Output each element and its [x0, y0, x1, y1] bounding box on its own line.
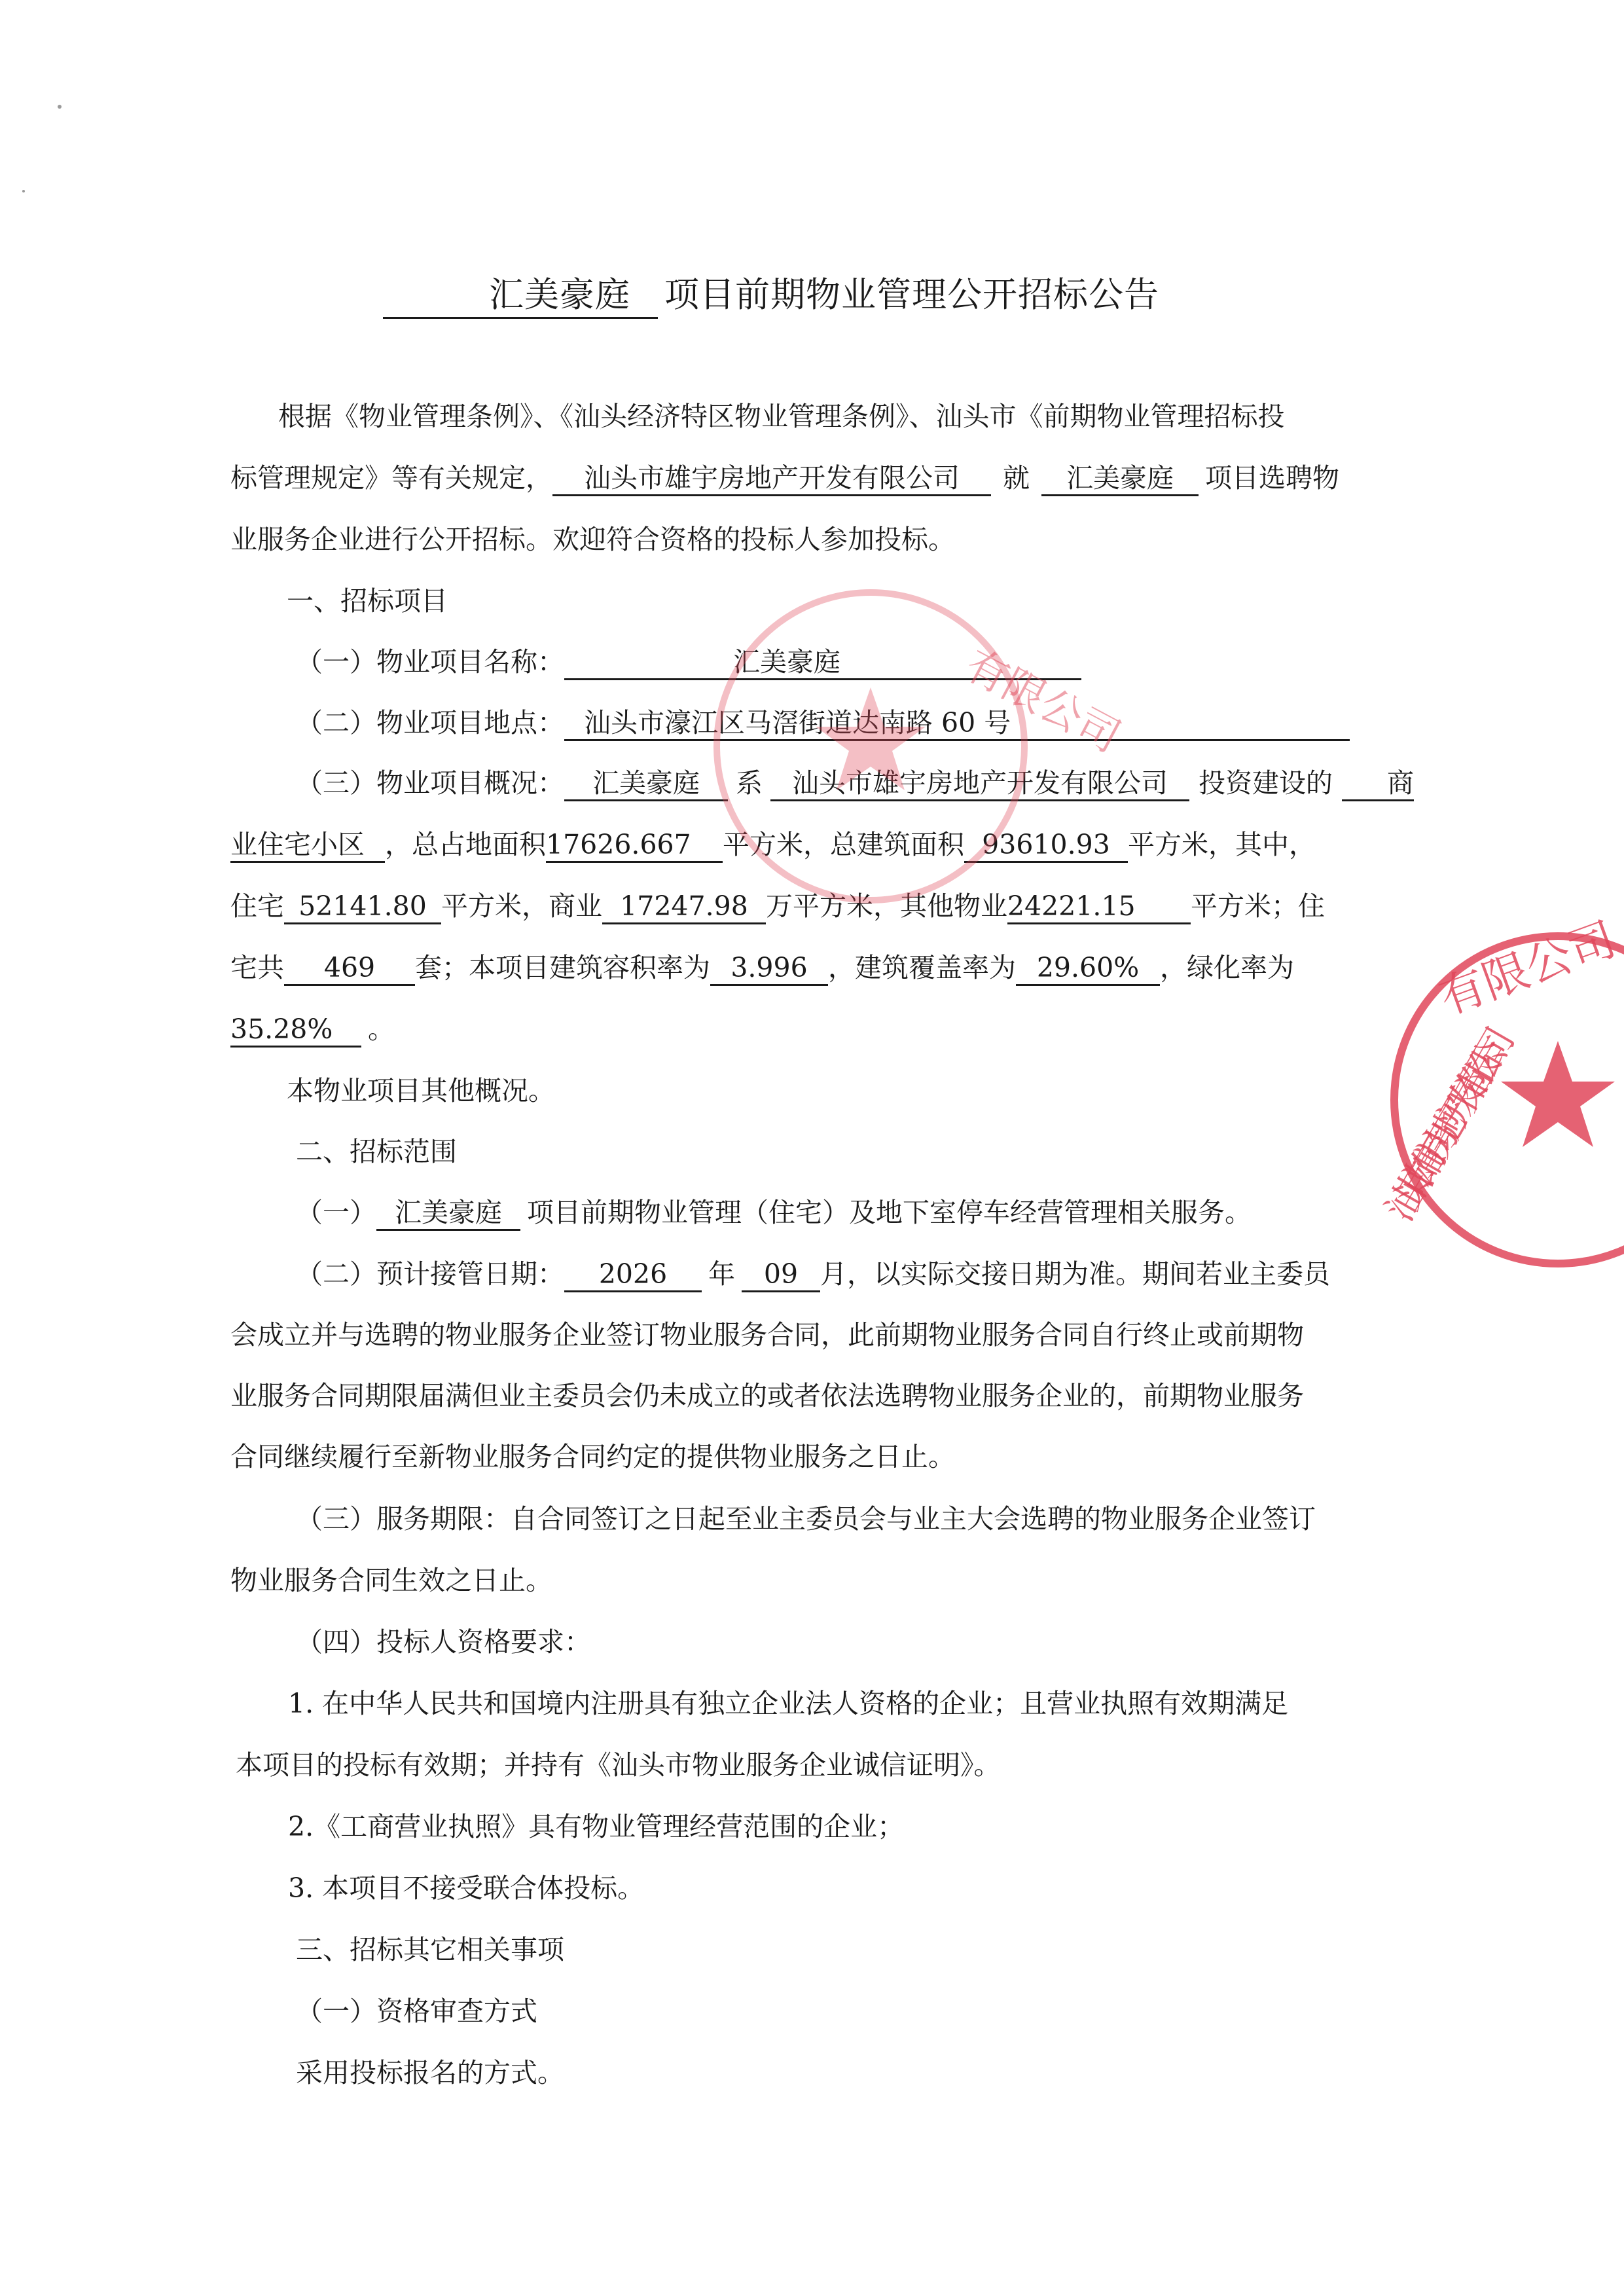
s1-other-area: 24221.15 — [1007, 890, 1191, 924]
intro-project: 汇美豪庭 — [1041, 462, 1199, 496]
s2-item-1 — [296, 1197, 1252, 1231]
s1-ov-company: 汕头市雄宇房地产开发有限公司 — [770, 767, 1189, 801]
s1-other: 本物业项目其他概况。 — [287, 1075, 555, 1106]
intro-line-3: 业服务企业进行公开招标。欢迎符合资格的投标人参加投标。 — [230, 524, 955, 555]
s1-ov-type-a: 商 — [1342, 767, 1414, 801]
s3-heading: 三、招标其它相关事项 — [296, 1934, 564, 1965]
s2-req-1-line-2: 本项目的投标有效期；并持有《汕头市物业服务企业诚信证明》。 — [236, 1749, 1001, 1781]
s1-sqm2: 平方米，其中， — [1128, 829, 1316, 860]
s1-heading: 一、招标项目 — [287, 585, 448, 617]
s1-units-label: 宅共 — [230, 952, 284, 983]
s1-land-label: ，总占地面积 — [385, 829, 546, 860]
s1-ov-type-b: 业住宅小区 — [230, 829, 385, 863]
s2-item-3-line-2: 物业服务合同生效之日止。 — [230, 1565, 552, 1596]
s1-green: 35.28% — [230, 1013, 361, 1048]
seal-top-text-faded: 有限公司 — [957, 640, 1128, 763]
intro-text-b: 就 — [1003, 462, 1030, 494]
s3-item-1: （一）资格审查方式 — [296, 1995, 537, 2027]
s1-sqm5: 平方米；住 — [1191, 890, 1325, 922]
seal-star-icon — [1501, 1041, 1615, 1147]
s1-com-area: 17247.98 — [602, 890, 766, 924]
scan-speck — [58, 105, 62, 109]
s1-sqm1: 平方米，总建筑面积 — [723, 829, 964, 860]
intro-line-2 — [230, 462, 1339, 496]
s1-sqm4: 万平方米，其他物业 — [766, 890, 1007, 922]
seal-side-text: 汕头市雄宇房地产开发有限公司 — [1377, 1019, 1524, 1229]
s1-loc-label: （二）物业项目地点： — [296, 707, 564, 738]
s1-name-label: （一）物业项目名称： — [296, 646, 564, 678]
s1-ov-invest: 投资建设的 — [1199, 767, 1333, 799]
s1-far: 3.996 — [710, 952, 828, 986]
s2-i1-project: 汇美豪庭 — [376, 1197, 520, 1231]
company-seal-edge — [1368, 912, 1624, 1283]
s2-item-2-line-2: 会成立并与选聘的物业服务企业签订物业服务合同，此前期物业服务合同自行终止或前期物 — [230, 1319, 1304, 1351]
s1-sqm3: 平方米，商业 — [441, 890, 602, 922]
s1-land-area: 17626.667 — [546, 829, 723, 863]
s2-i1-label: （一） — [296, 1197, 376, 1228]
s2-i2-label: （二）预计接管日期： — [296, 1258, 564, 1290]
s2-item-2-line-3: 业服务合同期限届满但业主委员会仍未成立的或者依法选聘物业服务企业的，前期物业服务 — [230, 1380, 1304, 1412]
s1-res-label: 住宅 — [230, 890, 284, 922]
page-title — [383, 267, 1159, 319]
s2-item-4: （四）投标人资格要求： — [296, 1626, 591, 1658]
s2-item-3-line-1: （三）服务期限：自合同签订之日起至业主委员会与业主大会选聘的物业服务企业签订 — [296, 1503, 1316, 1535]
title-project-underline — [383, 267, 658, 319]
s2-req-1-line-1: 1. 在中华人民共和国境内注册具有独立企业法人资格的企业；且营业执照有效期满足 — [288, 1688, 1289, 1719]
intro-line-1: 根据《物业管理条例》、《汕头经济特区物业管理条例》、汕头市《前期物业管理招标投 — [278, 401, 1285, 432]
intro-text-a: 标管理规定》等有关规定， — [230, 462, 552, 494]
title-suffix: 项目前期物业管理公开招标公告 — [664, 275, 1159, 315]
seal-star-icon-faded — [816, 687, 926, 790]
s2-req-2: 2.《工商营业执照》具有物业管理经营范围的企业； — [288, 1811, 905, 1842]
s2-i2-text: 月，以实际交接日期为准。期间若业主委员 — [820, 1258, 1330, 1290]
s2-i1-text: 项目前期物业管理（住宅）及地下室停车经营管理相关服务。 — [527, 1197, 1252, 1228]
s1-build-area: 93610.93 — [964, 829, 1128, 863]
title-project: 汇美豪庭 — [489, 275, 630, 315]
s1-cover-label: ，建筑覆盖率为 — [828, 952, 1016, 983]
s2-year: 2026 — [564, 1258, 702, 1292]
s1-cover: 29.60% — [1016, 952, 1160, 986]
s2-req-3: 3. 本项目不接受联合体投标。 — [288, 1872, 645, 1904]
scan-speck — [22, 190, 25, 192]
s1-ov-row-4 — [230, 952, 1294, 986]
s2-item-2-line-1 — [296, 1258, 1330, 1292]
s1-name-text: 汇美豪庭 — [733, 646, 840, 678]
s3-item-1-text: 采用投标报名的方式。 — [296, 2057, 564, 2088]
s1-green-label: ，绿化率为 — [1160, 952, 1294, 983]
s1-ov-project: 汇美豪庭 — [564, 767, 728, 801]
s1-ov-label: （三）物业项目概况： — [296, 767, 564, 799]
s2-heading: 二、招标范围 — [296, 1136, 457, 1167]
s1-ov-row-5 — [230, 1013, 395, 1048]
s1-far-label: 套；本项目建筑容积率为 — [415, 952, 710, 983]
s1-end-dot: 。 — [368, 1013, 395, 1045]
s1-res-area: 52141.80 — [284, 890, 441, 924]
s1-loc-text: 汕头市濠江区马滘街道达南路 60 号 — [584, 707, 1011, 738]
intro-company: 汕头市雄宇房地产开发有限公司 — [552, 462, 991, 496]
s1-units: 469 — [284, 952, 415, 986]
s2-month: 09 — [742, 1258, 820, 1292]
seal-arc-text: 有限公司 — [1432, 912, 1623, 1025]
s2-item-2-line-4: 合同继续履行至新物业服务合同约定的提供物业服务之日止。 — [230, 1441, 955, 1472]
s2-year-unit: 年 — [708, 1258, 735, 1290]
intro-text-c: 项目选聘物 — [1205, 462, 1339, 494]
s1-ov-xi: 系 — [736, 767, 763, 799]
